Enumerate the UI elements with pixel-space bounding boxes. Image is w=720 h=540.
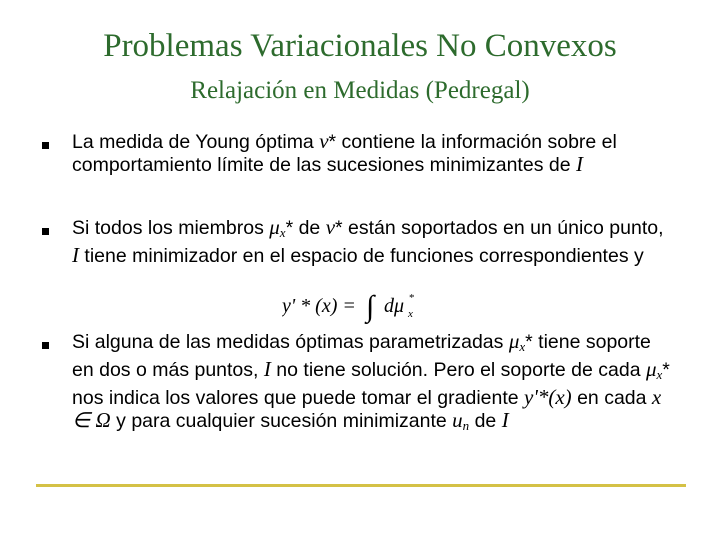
mu-symbol: μ	[269, 215, 280, 239]
sequence-u: u	[452, 408, 463, 432]
formula-d-mu: dμ	[384, 295, 405, 317]
bullet-text-2: Si todos los miembros $\mu_x*$ de ν* están soportados en un único punto, I tiene minimizador en el espacio de funciones correspondientes y	[72, 215, 664, 267]
gradient-expr: y'*(x)	[524, 385, 572, 409]
domain-expr: x ∈ Ω	[72, 385, 662, 432]
formula-sup: *	[409, 292, 415, 304]
functional-I: I	[263, 357, 271, 381]
bullet-marker-2	[42, 228, 49, 235]
formula-y-prime	[282, 286, 432, 326]
bullet-marker-1	[42, 142, 49, 149]
functional-I: I	[501, 408, 509, 432]
functional-I: I	[72, 243, 79, 267]
bullet-marker-3	[42, 342, 49, 349]
formula-sub: x	[408, 308, 413, 320]
formula-lhs: y' * (x) =	[282, 295, 356, 317]
slide-title: Problemas Variacionales No Convexos	[103, 28, 617, 64]
bullet-text-1: La medida de Young óptima ν* contiene la información sobre el comportamiento límite de las sucesiones minimizantes de I	[72, 129, 617, 176]
bullet-text-3: Si alguna de las medidas óptimas parametrizadas $\mu_x*$ tiene soporte en dos o más puntos, I no tiene solución. Pero el soporte de cada $\mu_x*$ nos indica los valores que puede tomar el gradiente y'*(x) en cada x ∈ Ω y para cualquier sucesión minimizante $u_n$ de I	[72, 329, 670, 433]
integral-symbol: ∫	[366, 290, 375, 323]
slide-subtitle: Relajación en Medidas (Pedregal)	[190, 77, 530, 104]
nu-symbol: ν	[319, 129, 329, 153]
mu-symbol: μ	[645, 357, 657, 381]
functional-I: I	[575, 152, 583, 176]
mu-symbol: μ	[508, 329, 520, 353]
nu-symbol: ν	[325, 215, 336, 239]
footer-divider	[36, 484, 686, 487]
